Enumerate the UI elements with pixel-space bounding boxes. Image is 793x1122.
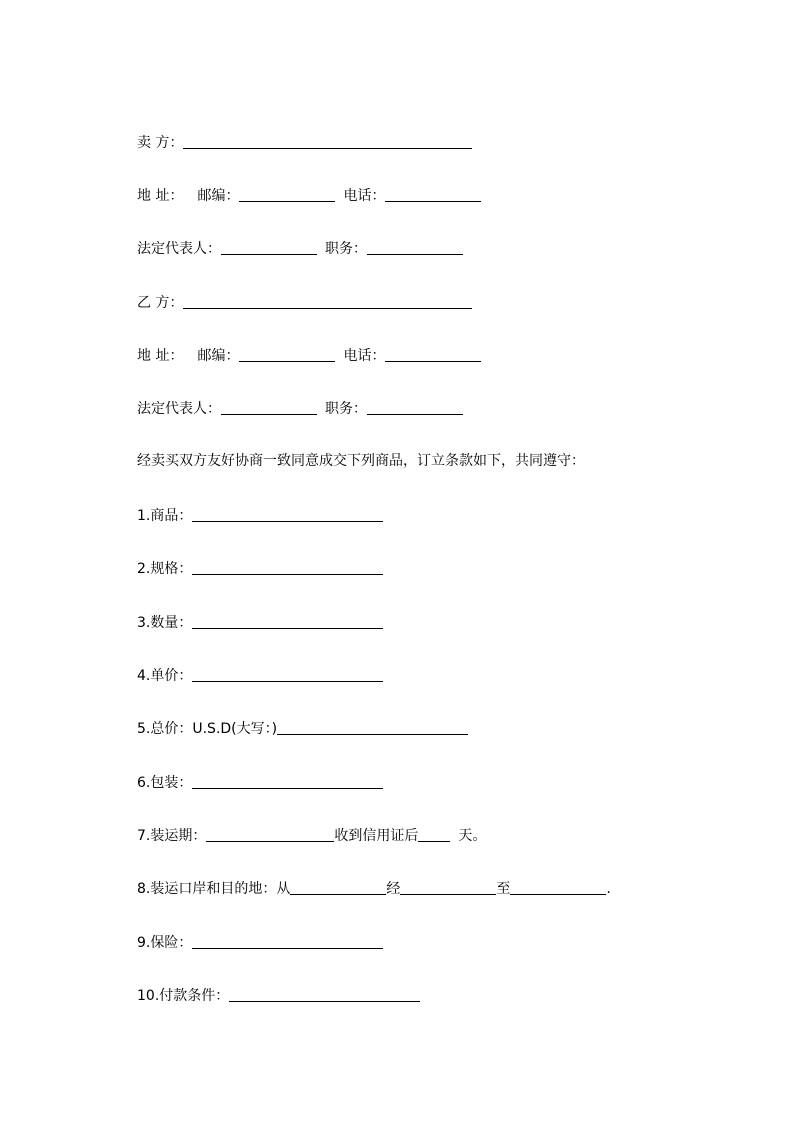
clause-1-label: 1.商品： xyxy=(137,508,193,524)
clause-2-label: 2.规格： xyxy=(137,561,193,577)
seller-postcode-label: 邮编： xyxy=(197,188,240,204)
buyer-name-field[interactable] xyxy=(183,293,472,309)
buyer-phone-label: 电话： xyxy=(343,348,386,364)
buyer-title-label: 职务： xyxy=(325,401,367,417)
clause-7-end-text: 天。 xyxy=(458,828,487,844)
buyer-title-field[interactable] xyxy=(367,399,463,415)
clause-6-label: 6.包装： xyxy=(137,775,193,791)
seller-line xyxy=(137,131,472,151)
specification-field[interactable] xyxy=(192,559,383,575)
seller-address-label: 地 址： xyxy=(137,188,184,204)
seller-rep-field[interactable] xyxy=(221,239,317,255)
seller-phone-field[interactable] xyxy=(385,186,481,202)
clause-9 xyxy=(137,931,383,951)
seller-postcode-field[interactable] xyxy=(239,186,335,202)
unit-price-field[interactable] xyxy=(192,666,383,682)
seller-name-field[interactable] xyxy=(183,133,472,149)
clause-3-label: 3.数量： xyxy=(137,615,193,631)
clause-4 xyxy=(137,664,383,684)
clause-8-to-text: 至 xyxy=(496,881,511,897)
clause-5-label: 5.总价：U.S.D(大写：) xyxy=(137,721,278,737)
clause-8-period: . xyxy=(606,881,611,897)
goods-field[interactable] xyxy=(192,506,383,522)
seller-rep-line xyxy=(137,237,463,257)
clause-8 xyxy=(137,877,611,897)
clause-3 xyxy=(137,611,383,631)
buyer-rep-field[interactable] xyxy=(221,399,317,415)
buyer-label: 乙 方： xyxy=(137,295,184,311)
buyer-address-label: 地 址： xyxy=(137,348,184,364)
clause-9-label: 9.保险： xyxy=(137,935,193,951)
clause-6 xyxy=(137,771,383,791)
clause-8-via-text: 经 xyxy=(386,881,401,897)
seller-rep-label: 法定代表人： xyxy=(137,241,221,257)
seller-title-label: 职务： xyxy=(325,241,367,257)
seller-label: 卖 方： xyxy=(137,135,184,151)
shipment-time-field[interactable] xyxy=(206,826,334,842)
intro-line xyxy=(137,451,585,471)
buyer-line xyxy=(137,291,472,311)
clause-2 xyxy=(137,557,383,577)
clause-8-label: 8.装运口岸和目的地：从 xyxy=(137,881,291,897)
clause-10-label: 10.付款条件： xyxy=(137,988,230,1004)
seller-address-line xyxy=(137,184,481,204)
seller-phone-label: 电话： xyxy=(343,188,386,204)
buyer-rep-line xyxy=(137,397,463,417)
clause-7-mid-text: 收到信用证后 xyxy=(334,828,419,844)
payment-terms-field[interactable] xyxy=(229,986,420,1002)
buyer-rep-label: 法定代表人： xyxy=(137,401,221,417)
shipment-days-field[interactable] xyxy=(418,826,450,842)
transit-port-field[interactable] xyxy=(400,879,496,895)
clause-7 xyxy=(137,824,486,844)
buyer-address-line xyxy=(137,344,481,364)
intro-text: 经卖买双方友好协商一致同意成交下列商品，订立条款如下，共同遵守： xyxy=(137,453,585,469)
quantity-field[interactable] xyxy=(192,613,383,629)
clause-5 xyxy=(137,717,468,737)
clause-7-label: 7.装运期： xyxy=(137,828,207,844)
buyer-postcode-label: 邮编： xyxy=(197,348,240,364)
insurance-field[interactable] xyxy=(192,933,383,949)
buyer-phone-field[interactable] xyxy=(385,346,481,362)
total-price-field[interactable] xyxy=(277,719,468,735)
seller-title-field[interactable] xyxy=(367,239,463,255)
destination-field[interactable] xyxy=(510,879,606,895)
clause-1 xyxy=(137,504,383,524)
loading-port-field[interactable] xyxy=(290,879,386,895)
packing-field[interactable] xyxy=(192,773,383,789)
clause-10 xyxy=(137,984,420,1004)
clause-4-label: 4.单价： xyxy=(137,668,193,684)
buyer-postcode-field[interactable] xyxy=(239,346,335,362)
